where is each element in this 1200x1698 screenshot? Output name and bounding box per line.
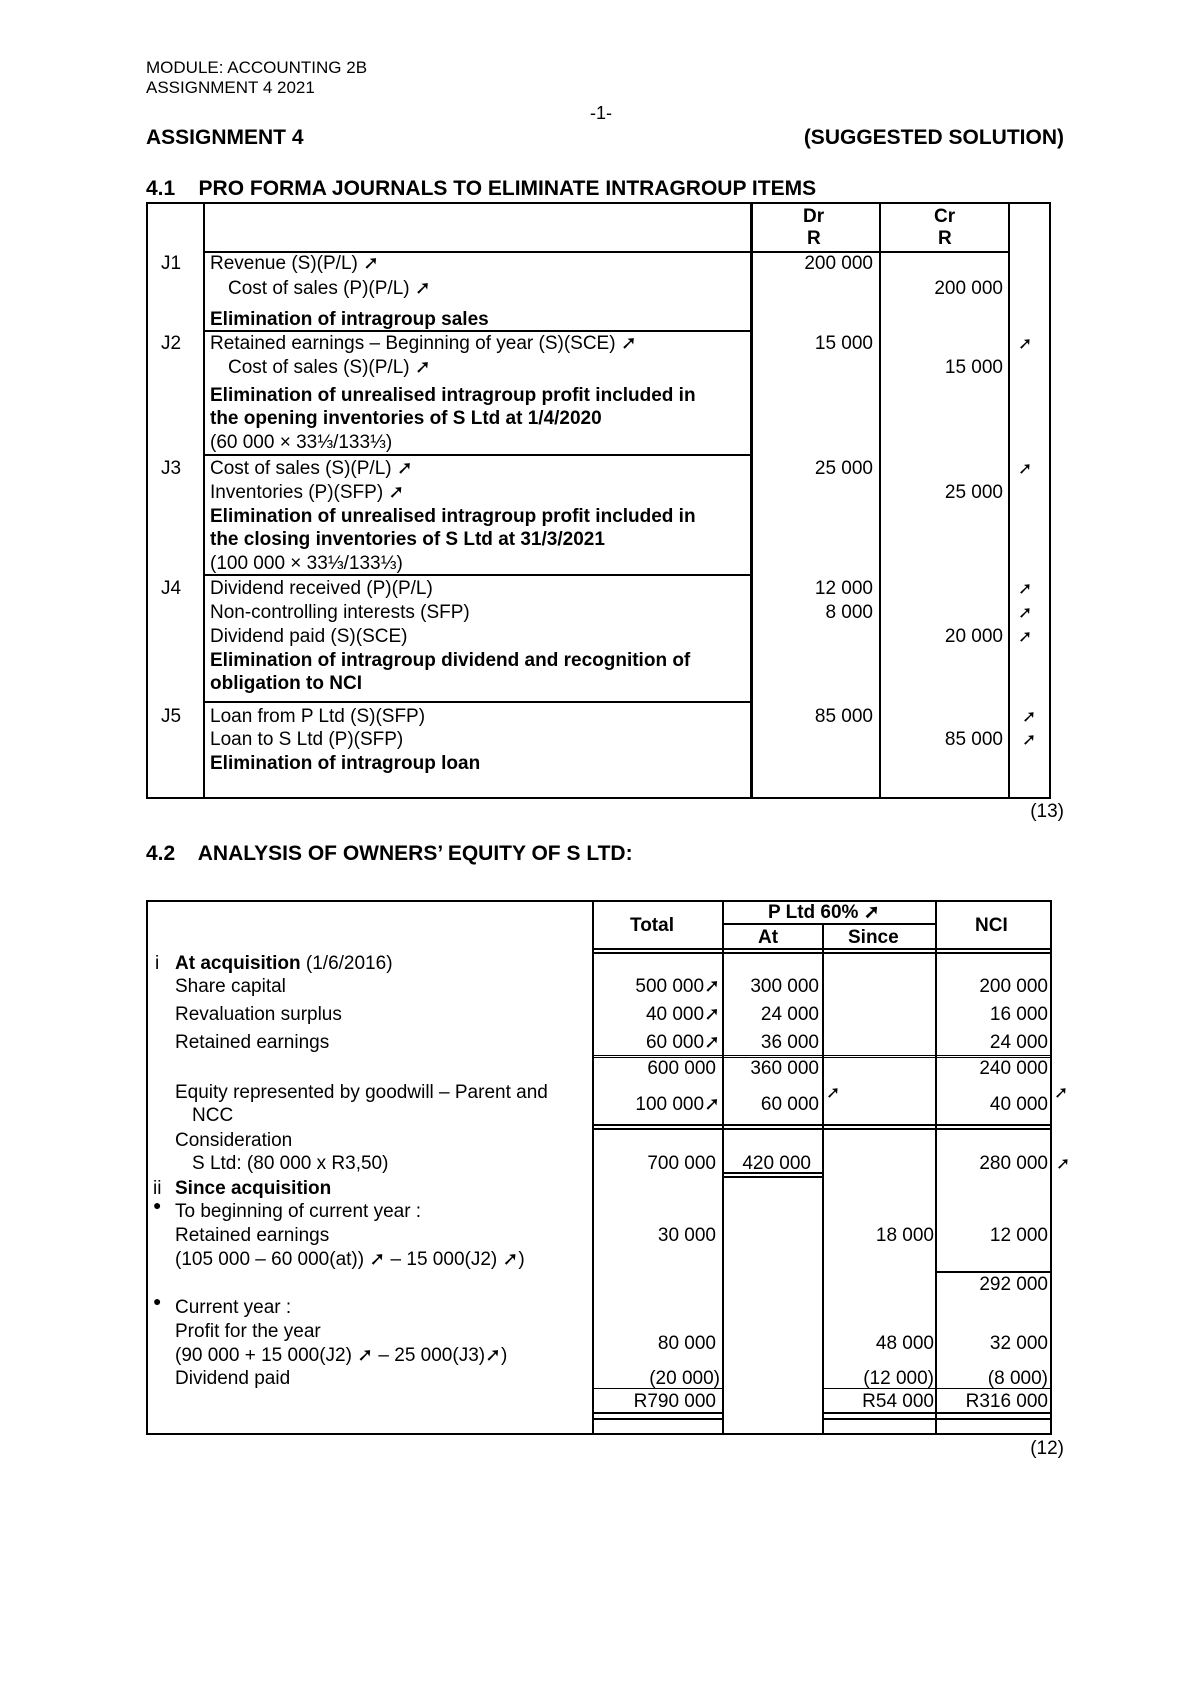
journal-dr-amount: 8 000 (825, 602, 873, 623)
goodwill-label-cont: NCC (192, 1105, 234, 1126)
journal-ref-j4: J4 (161, 578, 182, 599)
journal-ref-j5: J5 (161, 706, 182, 727)
journal-ref-j2: J2 (161, 333, 182, 354)
current-total: 80 000 (657, 1333, 716, 1354)
journal-cr-amount: 85 000 (944, 729, 1003, 750)
tick-icon: ➚ (1022, 730, 1037, 749)
equity-row-at: 36 000 (760, 1032, 819, 1053)
roman-ii: ii (153, 1178, 162, 1199)
goodwill-nci: 40 000 (989, 1094, 1048, 1115)
journal-narration: the closing inventories of S Ltd at 31/3/2021 (210, 529, 605, 550)
cr-currency: R (938, 228, 952, 249)
at-acquisition-label: At acquisition (175, 953, 301, 974)
roman-i: i (155, 953, 160, 974)
beginning-total: 30 000 (657, 1225, 716, 1246)
journal-line: Retained earnings – Beginning of year (S)(SCE) ➚ (210, 333, 637, 354)
since-header: Since (848, 927, 899, 948)
journal-line: Revenue (S)(P/L) ➚ (210, 253, 380, 274)
equity-row-total: 60 000➚ (645, 1032, 720, 1053)
journal-cr-amount: 20 000 (944, 626, 1003, 647)
section-4-1-marks: (13) (1030, 801, 1064, 822)
grand-nci: R316 000 (965, 1391, 1048, 1412)
tick-icon: ➚ (1018, 603, 1033, 622)
equity-row-nci: 200 000 (979, 976, 1048, 997)
dividend-nci: (8 000) (987, 1368, 1048, 1389)
journal-line: Cost of sales (S)(P/L) ➚ (228, 357, 431, 378)
journal-line: Cost of sales (P)(P/L) ➚ (228, 278, 431, 299)
p-ltd-header: P Ltd 60% ➚ (768, 902, 880, 923)
tick-icon: ➚ (1054, 1083, 1069, 1102)
section-4-1-heading: 4.1 PRO FORMA JOURNALS TO ELIMINATE INTRAGROUP ITEMS (146, 177, 817, 200)
goodwill-label: Equity represented by goodwill – Parent and (175, 1082, 548, 1103)
journal-narration: Elimination of unrealised intragroup profit included in (210, 506, 696, 527)
goodwill-at: 60 000 (760, 1094, 819, 1115)
subtotal-total: 600 000 (647, 1058, 716, 1079)
current-nci: 32 000 (989, 1333, 1048, 1354)
page-number: -1- (590, 103, 612, 123)
journal-cr-amount: 200 000 (934, 278, 1003, 299)
consideration-at: 420 000 (742, 1153, 811, 1174)
dividend-total: (20 000) (649, 1368, 720, 1389)
cr-header: Cr (934, 206, 956, 227)
beginning-since: 18 000 (875, 1225, 934, 1246)
journal-narration: Elimination of intragroup loan (210, 753, 481, 774)
dr-currency: R (807, 228, 821, 249)
tick-icon: ➚ (1022, 707, 1037, 726)
dr-header: Dr (803, 206, 825, 227)
section-4-2-heading: 4.2 ANALYSIS OF OWNERS’ EQUITY OF S LTD: (146, 842, 633, 865)
current-calc: (90 000 + 15 000(J2) ➚ – 25 000(J3)➚) (175, 1345, 508, 1366)
dividend-since: (12 000) (863, 1368, 934, 1389)
journal-calc: (60 000 × 33⅓/133⅓) (210, 432, 393, 453)
at-acquisition-date: (1/6/2016) (300, 953, 393, 974)
journal-line: Loan from P Ltd (S)(SFP) (210, 706, 426, 727)
dividend-label: Dividend paid (175, 1368, 291, 1389)
solution-label: (SUGGESTED SOLUTION) (803, 126, 1064, 149)
journal-narration: Elimination of intragroup dividend and recognition of (210, 650, 691, 671)
journal-narration: Elimination of unrealised intragroup profit included in (210, 385, 696, 406)
equity-row-nci: 24 000 (989, 1032, 1048, 1053)
journal-dr-amount: 85 000 (814, 706, 873, 727)
bullet-icon: ● (153, 1293, 162, 1309)
journal-ref-j1: J1 (161, 253, 182, 274)
journal-dr-amount: 200 000 (804, 253, 873, 274)
subtotal-nci: 240 000 (979, 1058, 1048, 1079)
journal-line: Dividend paid (S)(SCE) (210, 626, 408, 647)
tick-icon: ➚ (1056, 1154, 1071, 1173)
beginning-label: To beginning of current year : (175, 1201, 422, 1222)
journal-cr-amount: 25 000 (944, 482, 1003, 503)
at-acquisition-heading (175, 952, 393, 975)
consideration-detail: S Ltd: (80 000 x R3,50) (192, 1153, 389, 1174)
journal-calc: (100 000 × 33⅓/133⅓) (210, 553, 403, 574)
tick-icon: ➚ (1018, 579, 1033, 598)
goodwill-total: 100 000➚ (635, 1094, 720, 1115)
tick-icon: ➚ (826, 1083, 841, 1102)
subtotal-at: 360 000 (750, 1058, 819, 1079)
equity-row-at: 24 000 (760, 1004, 819, 1025)
bullet-icon: ● (153, 1197, 162, 1213)
beginning-item: Retained earnings (175, 1225, 330, 1246)
journal-line: Loan to S Ltd (P)(SFP) (210, 729, 404, 750)
current-since: 48 000 (875, 1333, 934, 1354)
grand-total: R790 000 (633, 1391, 716, 1412)
journal-narration: obligation to NCI (210, 673, 362, 694)
total-header: Total (630, 915, 674, 936)
current-item: Profit for the year (175, 1321, 321, 1342)
tick-icon: ➚ (1018, 627, 1033, 646)
journal-line: Non-controlling interests (SFP) (210, 602, 470, 623)
journal-line: Inventories (P)(SFP) ➚ (210, 482, 405, 503)
page-title: ASSIGNMENT 4 (146, 126, 304, 149)
journal-narration: Elimination of intragroup sales (210, 309, 489, 330)
tick-icon: ➚ (1018, 334, 1033, 353)
journal-line: Dividend received (P)(P/L) (210, 578, 433, 599)
grand-since: R54 000 (862, 1391, 934, 1412)
equity-row-at: 300 000 (750, 976, 819, 997)
journal-dr-amount: 15 000 (814, 333, 873, 354)
journal-cr-amount: 15 000 (944, 357, 1003, 378)
consideration-nci: 280 000 (979, 1153, 1048, 1174)
current-label: Current year : (175, 1297, 292, 1318)
tick-icon: ➚ (1018, 459, 1033, 478)
journal-line: Cost of sales (S)(P/L) ➚ (210, 458, 413, 479)
nci-subtotal: 292 000 (979, 1274, 1048, 1295)
equity-row-nci: 16 000 (989, 1004, 1048, 1025)
equity-row-label: Revaluation surplus (175, 1004, 342, 1025)
journal-narration: the opening inventories of S Ltd at 1/4/2020 (210, 408, 602, 429)
journal-dr-amount: 12 000 (814, 578, 873, 599)
at-header: At (758, 927, 779, 948)
nci-header: NCI (975, 915, 1008, 936)
beginning-nci: 12 000 (989, 1225, 1048, 1246)
since-acquisition-heading: Since acquisition (175, 1178, 332, 1199)
section-4-2-marks: (12) (1030, 1438, 1064, 1459)
module-label: MODULE: ACCOUNTING 2B (146, 58, 368, 77)
equity-row-total: 40 000➚ (645, 1004, 720, 1025)
beginning-calc: (105 000 – 60 000(at)) ➚ – 15 000(J2) ➚) (175, 1249, 525, 1270)
equity-row-total: 500 000➚ (635, 976, 720, 997)
equity-row-label: Retained earnings (175, 1032, 330, 1053)
equity-row-label: Share capital (175, 976, 286, 997)
journal-ref-j3: J3 (161, 458, 182, 479)
consideration-total: 700 000 (647, 1153, 716, 1174)
assignment-label: ASSIGNMENT 4 2021 (146, 78, 315, 97)
consideration-label: Consideration (175, 1130, 293, 1151)
journal-dr-amount: 25 000 (814, 458, 873, 479)
